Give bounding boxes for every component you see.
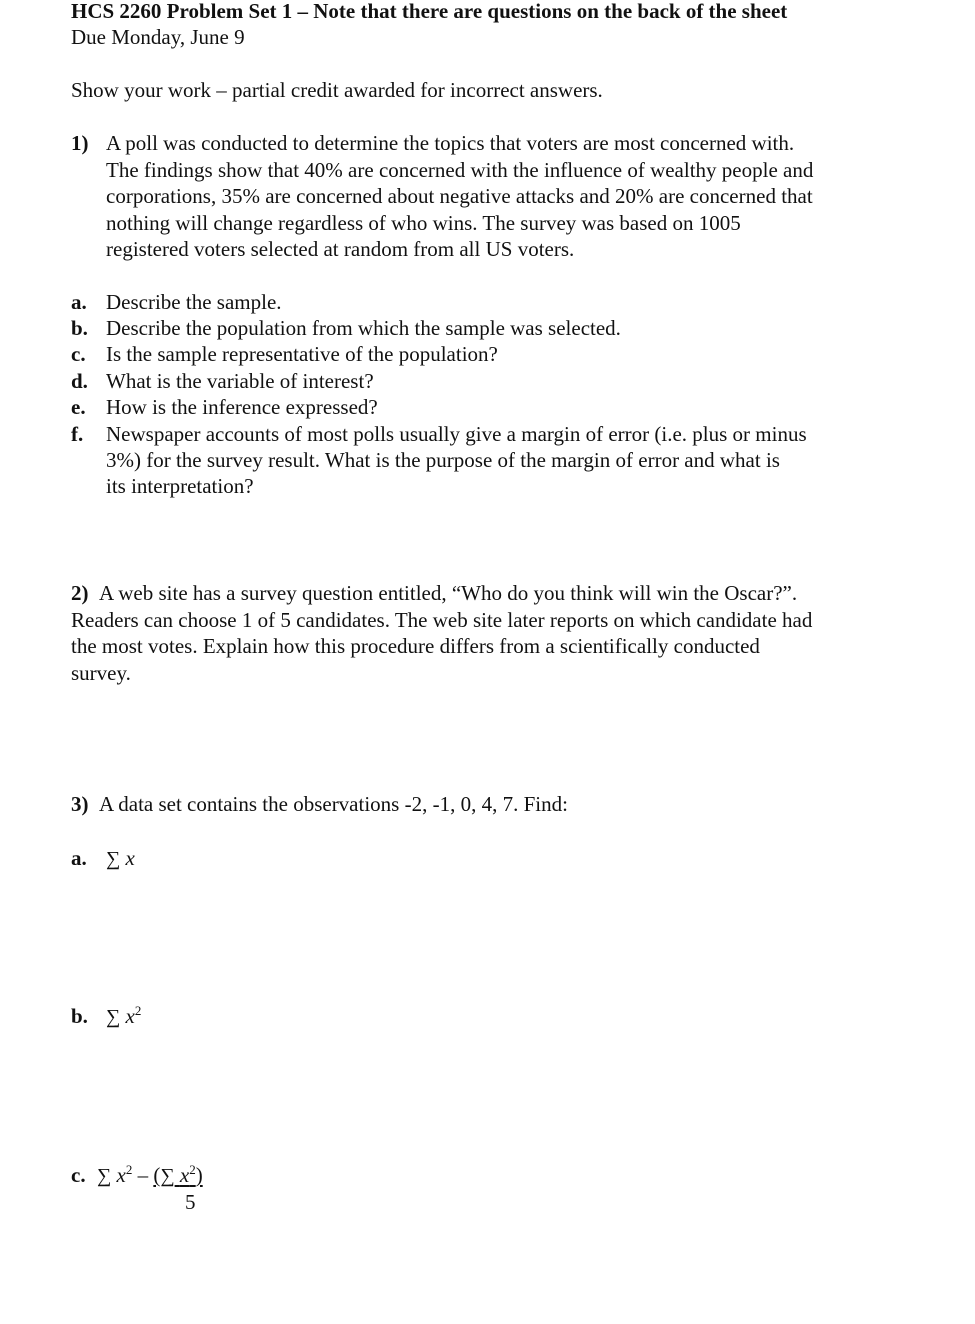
q1-part-text: Is the sample representative of the population?: [106, 342, 498, 366]
q2-number: 2): [71, 581, 89, 605]
q3-part-label: c.: [71, 1163, 86, 1187]
q1-line: The findings show that 40% are concerned with the influence of wealthy people and: [106, 157, 814, 182]
q2-block: [71, 580, 812, 686]
q1-part-text: What is the variable of interest?: [106, 369, 374, 393]
sigma-symbol: ∑: [97, 1165, 112, 1187]
open-paren: (: [153, 1163, 161, 1187]
q1-line: registered voters selected at random from all US voters.: [106, 237, 575, 261]
q1-part-label: e.: [71, 395, 86, 419]
q1-line: A poll was conducted to determine the topics that voters are most concerned with.: [106, 131, 795, 155]
variable-x: x: [125, 846, 135, 870]
q1-part-text: Newspaper accounts of most polls usually give a margin of error (i.e. plus or minus: [106, 422, 807, 446]
q1-part-text: Describe the population from which the sample was selected.: [106, 316, 621, 340]
q2-line: the most votes. Explain how this procedure differs from a scientifically conducted: [71, 634, 760, 658]
due-date: Due Monday, June 9: [71, 25, 245, 49]
page-title: HCS 2260 Problem Set 1 – Note that there are questions on the back of the sheet: [71, 0, 788, 23]
q3-text: A data set contains the observations -2, -1, 0, 4, 7. Find:: [99, 792, 568, 816]
variable-x: x: [116, 1163, 126, 1187]
q3-block: [71, 791, 568, 818]
q1-part-text: How is the inference expressed?: [106, 395, 378, 419]
close-paren: ): [195, 1163, 203, 1187]
q3-number: 3): [71, 792, 89, 816]
q3c-expression: [97, 1162, 203, 1192]
q2-line: survey.: [71, 660, 131, 685]
q1-part-label: b.: [71, 316, 88, 340]
q1-part-label: a.: [71, 290, 87, 314]
exponent: 2: [134, 1003, 142, 1018]
minus-sign: –: [137, 1163, 149, 1187]
fraction-denominator: 5: [185, 1190, 196, 1214]
q1-part-label: d.: [71, 369, 88, 393]
variable-x: x: [125, 1004, 135, 1028]
q2-line: A web site has a survey question entitled, “Who do you think will win the Oscar?”.: [99, 581, 798, 605]
q1-line: nothing will change regardless of who wins. The survey was based on 1005: [106, 210, 741, 235]
variable-x: x: [179, 1163, 190, 1187]
q3b-expression: [106, 1003, 141, 1033]
sigma-symbol: ∑: [160, 1165, 175, 1187]
instructions: Show your work – partial credit awarded for incorrect answers.: [71, 78, 603, 102]
q3-part-label: a.: [71, 846, 87, 870]
q1-part-label: f.: [71, 422, 84, 446]
q1-part-text: Describe the sample.: [106, 290, 282, 314]
q1-part-label: c.: [71, 342, 86, 366]
q1-number: 1): [71, 131, 89, 155]
exponent: 2: [125, 1162, 133, 1177]
exponent: 2: [189, 1162, 196, 1177]
q1-part-text: 3%) for the survey result. What is the purpose of the margin of error and what is: [106, 448, 780, 472]
q1-part-text: its interpretation?: [106, 474, 254, 498]
q1-line: corporations, 35% are concerned about negative attacks and 20% are concerned that: [106, 184, 813, 208]
sigma-symbol: ∑: [106, 848, 121, 870]
sigma-symbol: ∑: [106, 1006, 121, 1028]
q1-text: [106, 130, 906, 263]
q3-part-label: b.: [71, 1004, 88, 1028]
fraction-numerator: [153, 1163, 202, 1187]
q2-line: Readers can choose 1 of 5 candidates. The web site later reports on which candidate had: [71, 607, 813, 632]
q3a-expression: [106, 845, 135, 873]
